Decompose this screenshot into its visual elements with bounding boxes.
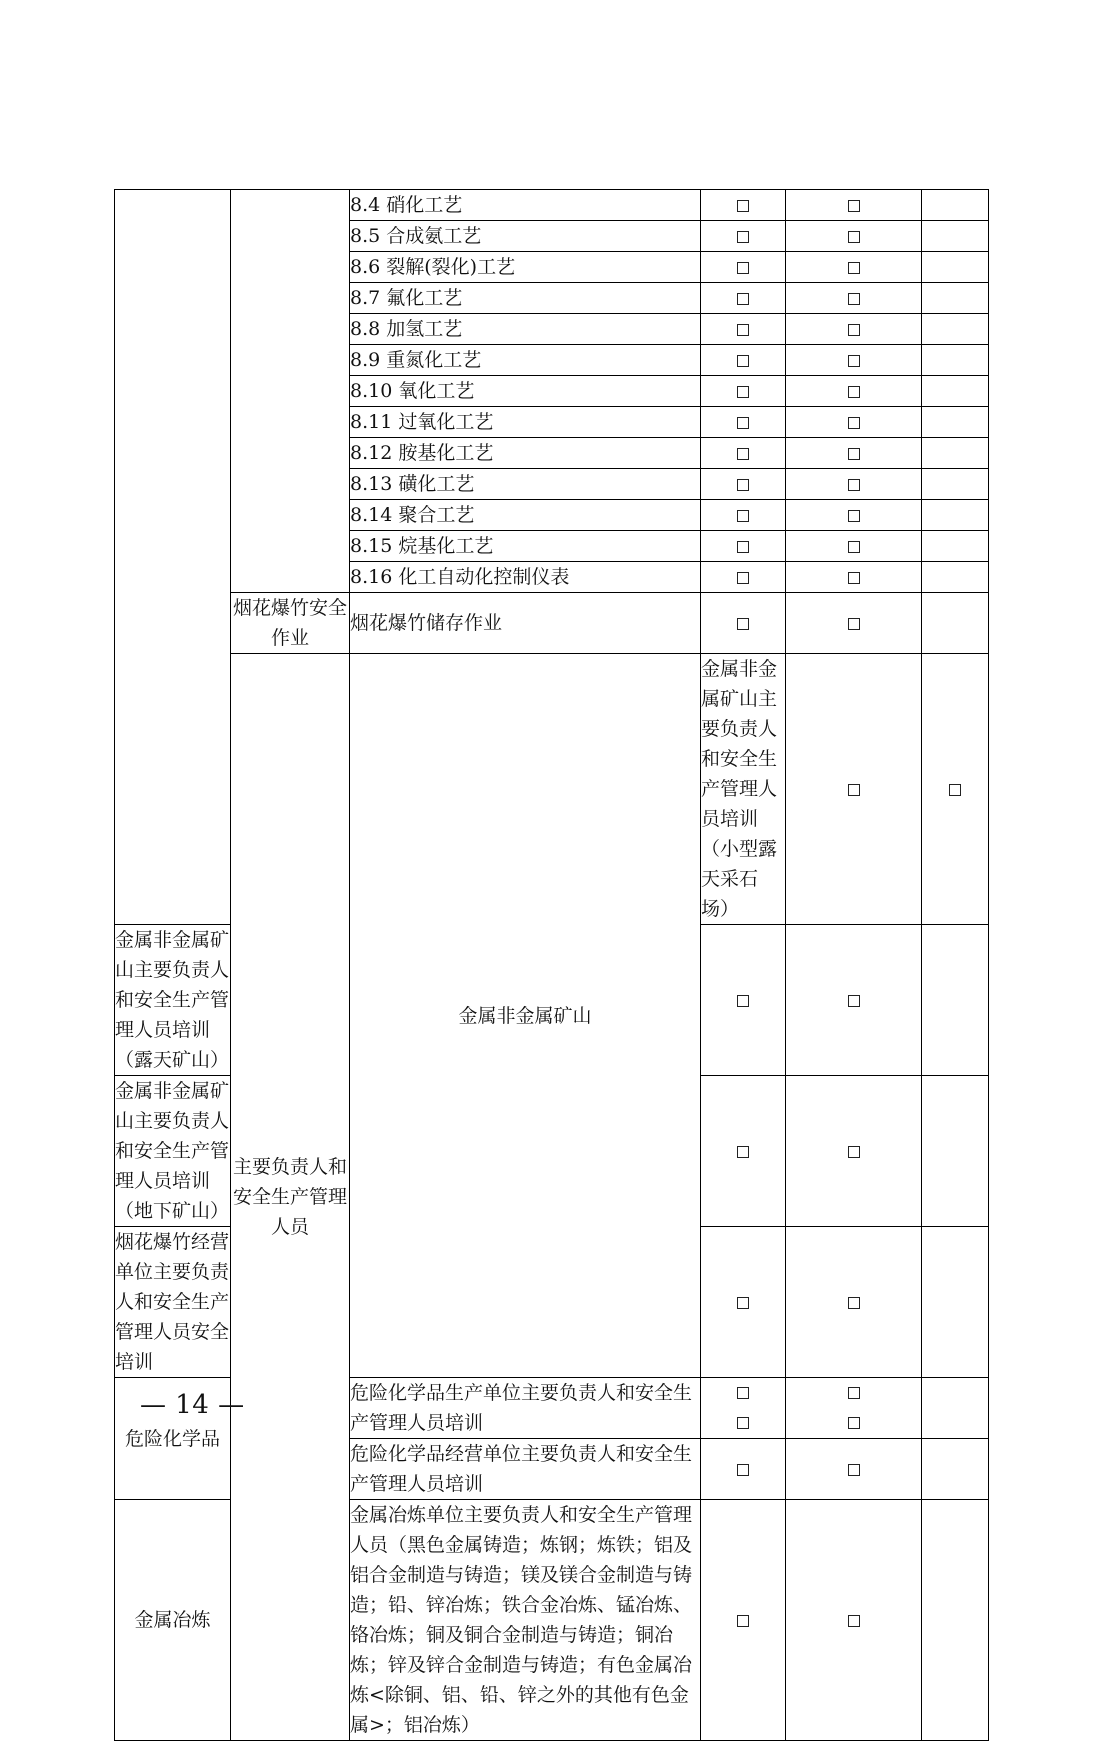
item-8-10: 8.10 氧化工艺 [350,376,701,407]
item-metal-smelting: 金属冶炼单位主要负责人和安全生产管理人员（黑色金属铸造；炼钢；炼铁；铝及铝合金制造与铸造；镁及镁合金制造与铸造；铅、锌冶炼；铁合金冶炼、锰冶炼、铬冶炼；铜及铜合金制造与铸造；铜冶炼；锌及锌合金制造与铸造；有色金属冶炼<除铜、铝、铅、锌之外的其他有色金属>；铝冶炼） [350,1500,701,1741]
checkbox-renew[interactable] [848,1387,860,1399]
remark-cell[interactable] [922,221,989,252]
remark-cell[interactable] [922,1076,989,1227]
checkbox-renew[interactable] [848,386,860,398]
checkbox-renew[interactable] [848,1615,860,1627]
category-cell-empty [115,190,231,925]
item-8-15: 8.15 烷基化工艺 [350,531,701,562]
checkbox-apply[interactable] [737,1615,749,1627]
subcategory-hazardous-chemicals: 危险化学品 [115,1378,231,1500]
checkbox-apply[interactable] [737,355,749,367]
item-fireworks-business: 烟花爆竹经营单位主要负责人和安全生产管理人员安全培训 [115,1227,231,1378]
item-8-16: 8.16 化工自动化控制仪表 [350,562,701,593]
checkbox-renew[interactable] [848,324,860,336]
remark-cell[interactable] [922,1227,989,1378]
checkbox-apply[interactable] [737,510,749,522]
remark-cell[interactable] [922,252,989,283]
checkbox-apply[interactable] [737,386,749,398]
remark-cell[interactable] [922,500,989,531]
item-8-5: 8.5 合成氨工艺 [350,221,701,252]
remark-cell[interactable] [922,314,989,345]
remark-cell[interactable] [922,190,989,221]
checkbox-apply[interactable] [737,448,749,460]
checkbox-apply[interactable] [737,1297,749,1309]
checkbox-apply[interactable] [737,231,749,243]
item-chem-business: 危险化学品经营单位主要负责人和安全生产管理人员培训 [350,1439,701,1500]
item-8-11: 8.11 过氧化工艺 [350,407,701,438]
training-table [114,189,989,1741]
item-fireworks-storage: 烟花爆竹储存作业 [350,593,701,654]
checkbox-renew[interactable] [848,510,860,522]
checkbox-apply[interactable] [737,572,749,584]
remark-cell[interactable] [922,562,989,593]
remark-cell[interactable] [922,1378,989,1439]
checkbox-renew[interactable] [848,200,860,212]
item-8-4: 8.4 硝化工艺 [350,190,701,221]
checkbox-renew[interactable] [848,262,860,274]
checkbox-apply[interactable] [737,1146,749,1158]
remark-cell[interactable] [922,469,989,500]
item-8-13: 8.13 磺化工艺 [350,469,701,500]
checkbox-renew[interactable] [848,355,860,367]
item-8-12: 8.12 胺基化工艺 [350,438,701,469]
item-8-9: 8.9 重氮化工艺 [350,345,701,376]
checkbox-apply[interactable] [737,262,749,274]
remark-cell[interactable] [922,531,989,562]
checkbox-renew[interactable] [848,995,860,1007]
checkbox-renew[interactable] [848,293,860,305]
checkbox-renew[interactable] [848,618,860,630]
item-8-7: 8.7 氟化工艺 [350,283,701,314]
remark-cell[interactable] [922,1439,989,1500]
remark-cell[interactable] [922,376,989,407]
checkbox-renew-extra[interactable] [848,1417,860,1429]
checkbox-renew[interactable] [848,231,860,243]
checkbox-renew[interactable] [848,572,860,584]
page-number: — 14 — [140,1390,245,1420]
subcategory-fireworks: 烟花爆竹安全作业 [231,593,350,654]
item-8-8: 8.8 加氢工艺 [350,314,701,345]
item-mining-quarry: 金属非金属矿山主要负责人和安全生产管理人员培训（小型露天采石场） [701,654,786,925]
checkbox-renew[interactable] [848,1146,860,1158]
remark-cell[interactable] [922,345,989,376]
checkbox-renew[interactable] [949,784,961,796]
checkbox-renew[interactable] [848,417,860,429]
checkbox-renew[interactable] [848,479,860,491]
subcategory-cell-empty [231,190,350,593]
checkbox-apply[interactable] [737,618,749,630]
item-chem-production: 危险化学品生产单位主要负责人和安全生产管理人员培训 [350,1378,701,1439]
checkbox-apply-extra[interactable] [737,1417,749,1429]
checkbox-apply[interactable] [737,1387,749,1399]
checkbox-apply[interactable] [737,995,749,1007]
checkbox-renew[interactable] [848,1297,860,1309]
remark-cell[interactable] [922,593,989,654]
remark-cell[interactable] [922,1500,989,1741]
checkbox-renew[interactable] [848,1464,860,1476]
checkbox-renew[interactable] [848,541,860,553]
checkbox-apply[interactable] [737,479,749,491]
checkbox-apply[interactable] [737,293,749,305]
item-mining-underground: 金属非金属矿山主要负责人和安全生产管理人员培训（地下矿山） [115,1076,231,1227]
checkbox-apply[interactable] [737,324,749,336]
item-8-6: 8.6 裂解(裂化)工艺 [350,252,701,283]
subcategory-metal-smelting: 金属冶炼 [115,1500,231,1741]
checkbox-apply[interactable] [737,1464,749,1476]
remark-cell[interactable] [922,925,989,1076]
checkbox-renew[interactable] [848,448,860,460]
remark-cell[interactable] [922,438,989,469]
checkbox-apply[interactable] [737,417,749,429]
checkbox-apply[interactable] [737,200,749,212]
subcategory-mining: 金属非金属矿山 [350,654,701,1378]
checkbox-apply[interactable] [848,784,860,796]
item-8-14: 8.14 聚合工艺 [350,500,701,531]
checkbox-apply[interactable] [737,541,749,553]
remark-cell[interactable] [922,283,989,314]
remark-cell[interactable] [922,407,989,438]
item-mining-open-pit: 金属非金属矿山主要负责人和安全生产管理人员培训（露天矿山） [115,925,231,1076]
category-principal-safety-managers: 主要负责人和安全生产管理人员 [231,654,350,1741]
